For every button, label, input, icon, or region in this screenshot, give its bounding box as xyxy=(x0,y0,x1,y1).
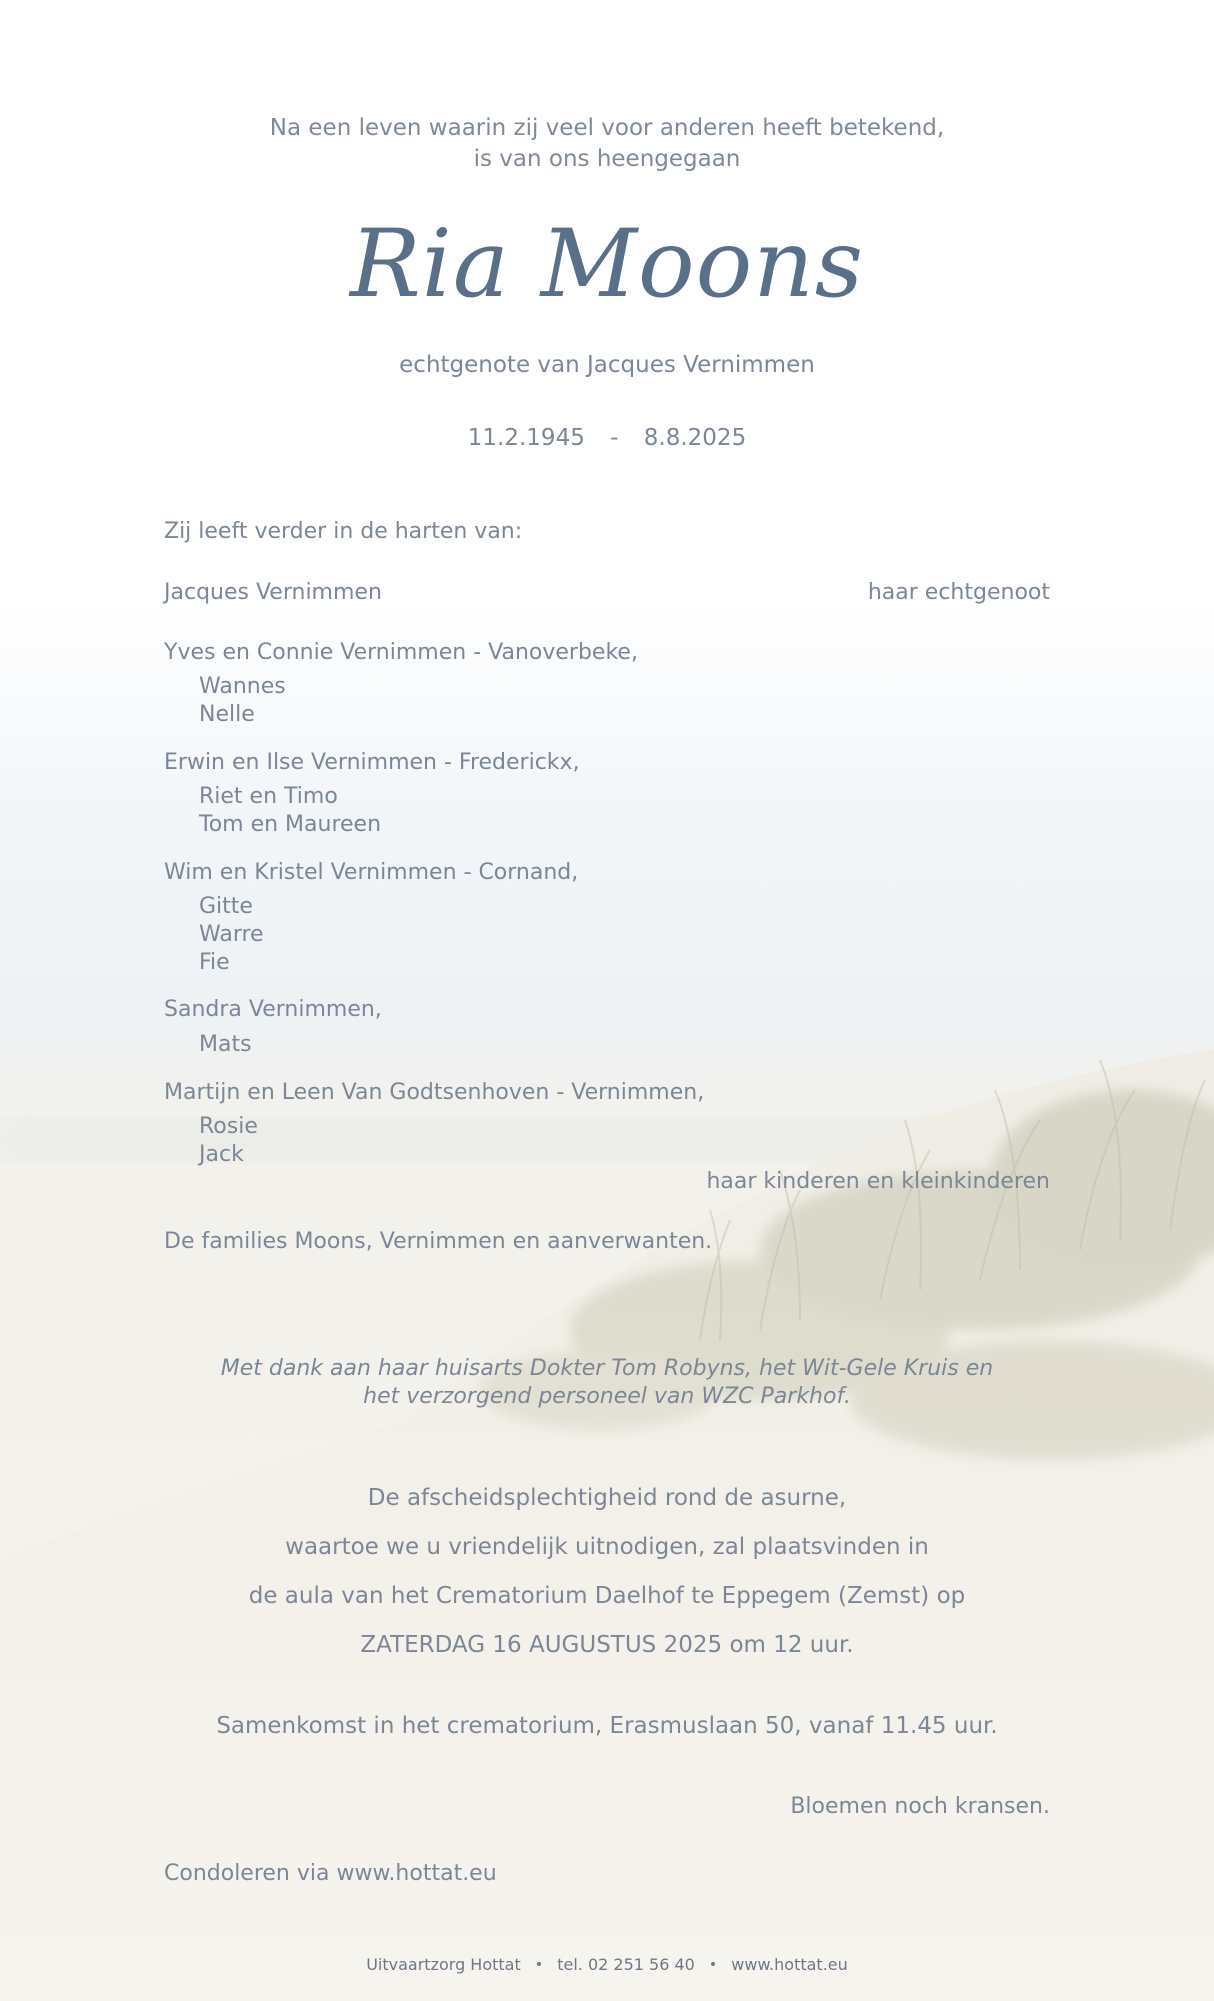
ceremony-line-4: ZATERDAG 16 AUGUSTUS 2025 om 12 uur. xyxy=(360,1632,854,1658)
footer-phone[interactable]: tel. 02 251 56 40 xyxy=(557,1955,695,1974)
thanks-line-2: het verzorgend personeel van WZC Parkhof. xyxy=(363,1384,851,1409)
family-parents: Martijn en Leen Van Godtsenhoven - Vernimmen, xyxy=(164,1080,705,1105)
family-parents: Erwin en Ilse Vernimmen - Frederickx, xyxy=(164,750,580,775)
deceased-name: Ria Moons xyxy=(350,210,864,319)
husband-role: haar echtgenoot xyxy=(867,580,1050,605)
flowers-note: Bloemen noch kransen. xyxy=(790,1794,1050,1819)
spouse-line: echtgenote van Jacques Vernimmen xyxy=(399,352,815,378)
grandchild: Warre xyxy=(199,922,264,947)
footer-separator: • xyxy=(534,1957,544,1973)
grandchild: Mats xyxy=(199,1032,252,1057)
date-dash: - xyxy=(610,425,619,451)
grandchild: Fie xyxy=(199,950,230,975)
intro-line-2: is van ons heengegaan xyxy=(473,146,741,172)
thanks-line-1: Met dank aan haar huisarts Dokter Tom Robyns, het Wit-Gele Kruis en xyxy=(220,1356,994,1381)
grandchild: Nelle xyxy=(199,702,255,727)
ceremony-line-3: de aula van het Crematorium Daelhof te Eppegem (Zemst) op xyxy=(248,1583,966,1609)
ceremony-line-2: waartoe we u vriendelijk uitnodigen, zal plaatsvinden in xyxy=(285,1534,929,1560)
intro-line-1: Na een leven waarin zij veel voor anderen heeft betekend, xyxy=(269,115,945,141)
gathering-info: Samenkomst in het crematorium, Erasmuslaan 50, vanaf 11.45 uur. xyxy=(216,1713,998,1739)
family-parents: Sandra Vernimmen, xyxy=(164,997,382,1022)
extended-family: De families Moons, Vernimmen en aanverwanten. xyxy=(164,1229,713,1254)
family-parents: Wim en Kristel Vernimmen - Cornand, xyxy=(164,860,579,885)
footer xyxy=(0,1955,1214,1975)
husband-name: Jacques Vernimmen xyxy=(164,580,382,605)
footer-company: Uitvaartzorg Hottat xyxy=(366,1955,521,1974)
birth-date: 11.2.1945 xyxy=(467,425,585,451)
grandchild: Jack xyxy=(199,1142,244,1167)
grandchild: Riet en Timo xyxy=(199,784,338,809)
grandchild: Rosie xyxy=(199,1114,258,1139)
ceremony-line-1: De afscheidsplechtigheid rond de asurne, xyxy=(367,1485,847,1511)
death-date: 8.8.2025 xyxy=(643,425,747,451)
grandchild: Gitte xyxy=(199,894,253,919)
footer-website[interactable]: www.hottat.eu xyxy=(731,1955,848,1974)
condolences-link[interactable]: Condoleren via www.hottat.eu xyxy=(164,1861,497,1886)
grandchild: Wannes xyxy=(199,674,286,699)
mourners-heading: Zij leeft verder in de harten van: xyxy=(164,519,523,544)
family-parents: Yves en Connie Vernimmen - Vanoverbeke, xyxy=(164,640,638,665)
footer-separator: • xyxy=(708,1957,718,1973)
grandchild: Tom en Maureen xyxy=(199,812,382,837)
children-role: haar kinderen en kleinkinderen xyxy=(706,1169,1050,1194)
life-dates xyxy=(0,424,1214,452)
